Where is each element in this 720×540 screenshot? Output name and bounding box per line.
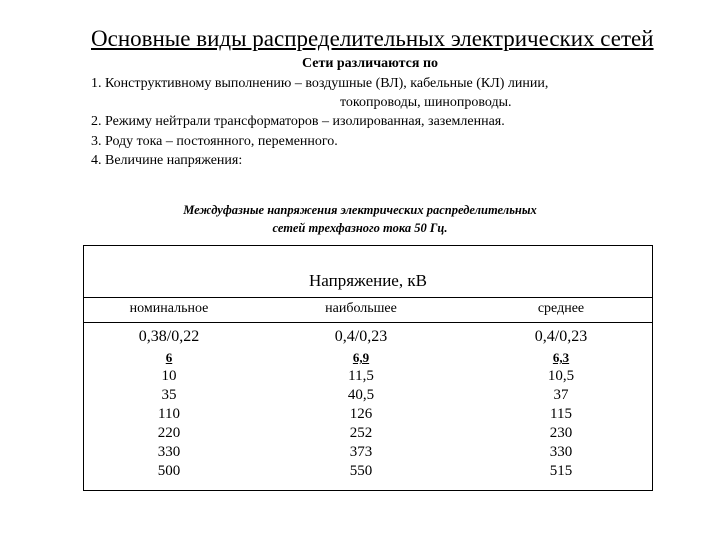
- column-max: [266, 327, 456, 481]
- table-cell: 10,5: [547, 368, 575, 384]
- table-cell: 115: [550, 406, 572, 422]
- table-cell: 515: [549, 463, 573, 479]
- table-cell: 0,4/0,23: [334, 328, 388, 345]
- table-cell: 126: [349, 406, 373, 422]
- table-cell: 37: [553, 387, 569, 403]
- table-caption-line1: Междуфазные напряжения электрических распределительных: [183, 203, 537, 217]
- page-title: Основные виды распределительных электрических сетей: [91, 26, 654, 51]
- table-cell: 230: [549, 425, 573, 441]
- table-cell: 6,3: [552, 350, 570, 365]
- table-cell: 220: [157, 425, 181, 441]
- header-divider: [84, 297, 652, 298]
- subtitle: Сети различаются по: [301, 56, 439, 71]
- table-cell: 330: [549, 444, 573, 460]
- table-cell: 0,4/0,23: [534, 328, 588, 345]
- table-header: Напряжение, кВ: [309, 271, 427, 290]
- table-caption-line2: сетей трехфазного тока 50 Гц.: [272, 221, 448, 235]
- column-header-avg: среднее: [537, 301, 585, 316]
- table-cell: 6: [165, 350, 173, 365]
- table-cell: 35: [161, 387, 177, 403]
- list-item: токопроводы, шинопроводы.: [340, 95, 512, 110]
- list-item: 2. Режиму нейтрали трансформаторов – изолированная, заземленная.: [91, 114, 505, 129]
- list-item: 4. Величине напряжения:: [91, 153, 243, 168]
- list-item: 3. Роду тока – постоянного, переменного.: [91, 134, 338, 149]
- voltage-table: [83, 245, 653, 491]
- table-cell: 500: [157, 463, 181, 479]
- table-cell: 10: [161, 368, 177, 384]
- table-cell: 550: [349, 463, 373, 479]
- column-header-nominal: номинальное: [129, 301, 209, 316]
- table-cell: 252: [349, 425, 373, 441]
- table-cell: 373: [349, 444, 373, 460]
- list-item: 1. Конструктивному выполнению – воздушные (ВЛ), кабельные (КЛ) линии,: [91, 76, 549, 91]
- table-cell: 0,38/0,22: [138, 328, 200, 345]
- column-header-divider: [84, 322, 652, 323]
- table-cell: 110: [158, 406, 180, 422]
- column-header-max: наибольшее: [325, 301, 397, 316]
- table-cell: 6,9: [352, 350, 370, 365]
- column-avg: [466, 327, 656, 481]
- column-nominal: [74, 327, 264, 481]
- table-cell: 40,5: [347, 387, 375, 403]
- table-cell: 11,5: [348, 368, 374, 384]
- table-cell: 330: [157, 444, 181, 460]
